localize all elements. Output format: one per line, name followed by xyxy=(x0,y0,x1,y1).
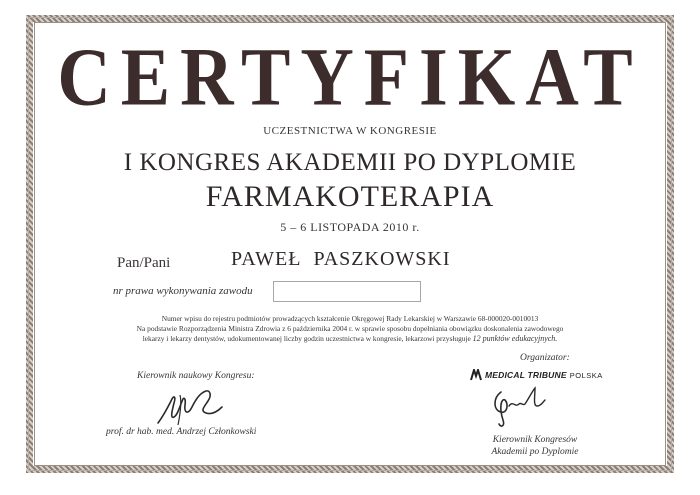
congress-head-role-line-2: Akademii po Dyplomie xyxy=(491,447,579,457)
organizer-label: Organizator: xyxy=(520,353,570,363)
event-date: 5 – 6 LISTOPADA 2010 r. xyxy=(280,220,420,234)
certificate-subtitle: UCZESTNICTWA W KONGRESIE xyxy=(263,125,437,137)
scientific-head-signature xyxy=(150,385,230,430)
certificate-title: CERTYFIKAT xyxy=(57,31,643,124)
congress-head-role-line-1: Kierownik Kongresów xyxy=(492,435,578,445)
legal-notice-line-2: Na podstawie Rozporządzenia Ministra Zdrowia z 6 października 2004 r. w sprawie sposobu dopełniania obowiązku doskonalenia zawodowego xyxy=(136,324,564,333)
organizer-logo-name: MEDICAL TRIBUNE xyxy=(485,370,567,380)
legal-notice-line-3: lekarzy i lekarzy dentystów, udokumentowanej liczby godzin uczestnictwa w kongresie, lekarzowi przysługuje xyxy=(142,334,471,343)
medical-tribune-logo-icon xyxy=(470,369,482,381)
license-number-field xyxy=(273,281,421,302)
organizer-logo-suffix: POLSKA xyxy=(569,370,603,380)
congress-name: I KONGRES AKADEMII PO DYPLOMIE xyxy=(123,149,577,176)
recipient-name: PAWEŁ PASZKOWSKI xyxy=(231,248,451,270)
legal-notice xyxy=(110,314,590,344)
congress-head-signature xyxy=(487,382,549,430)
legal-notice-line-1: Numer wpisu do rejestru podmiotów prowadzących kształcenie Okręgowej Rady Lekarskiej w Warszawie 68-000020-0010013 xyxy=(161,314,539,323)
organizer-logo xyxy=(470,369,603,381)
recipient-label: Pan/Pani xyxy=(117,255,171,271)
license-label: nr prawa wykonywania zawodu xyxy=(113,285,253,297)
education-points: 12 punktów edukacyjnych. xyxy=(472,334,558,343)
scientific-head-label: Kierownik naukowy Kongresu: xyxy=(137,371,255,381)
congress-head-role xyxy=(470,434,600,458)
scientific-head-name: prof. dr hab. med. Andrzej Członkowski xyxy=(106,427,257,437)
program-name: FARMAKOTERAPIA xyxy=(205,180,495,213)
